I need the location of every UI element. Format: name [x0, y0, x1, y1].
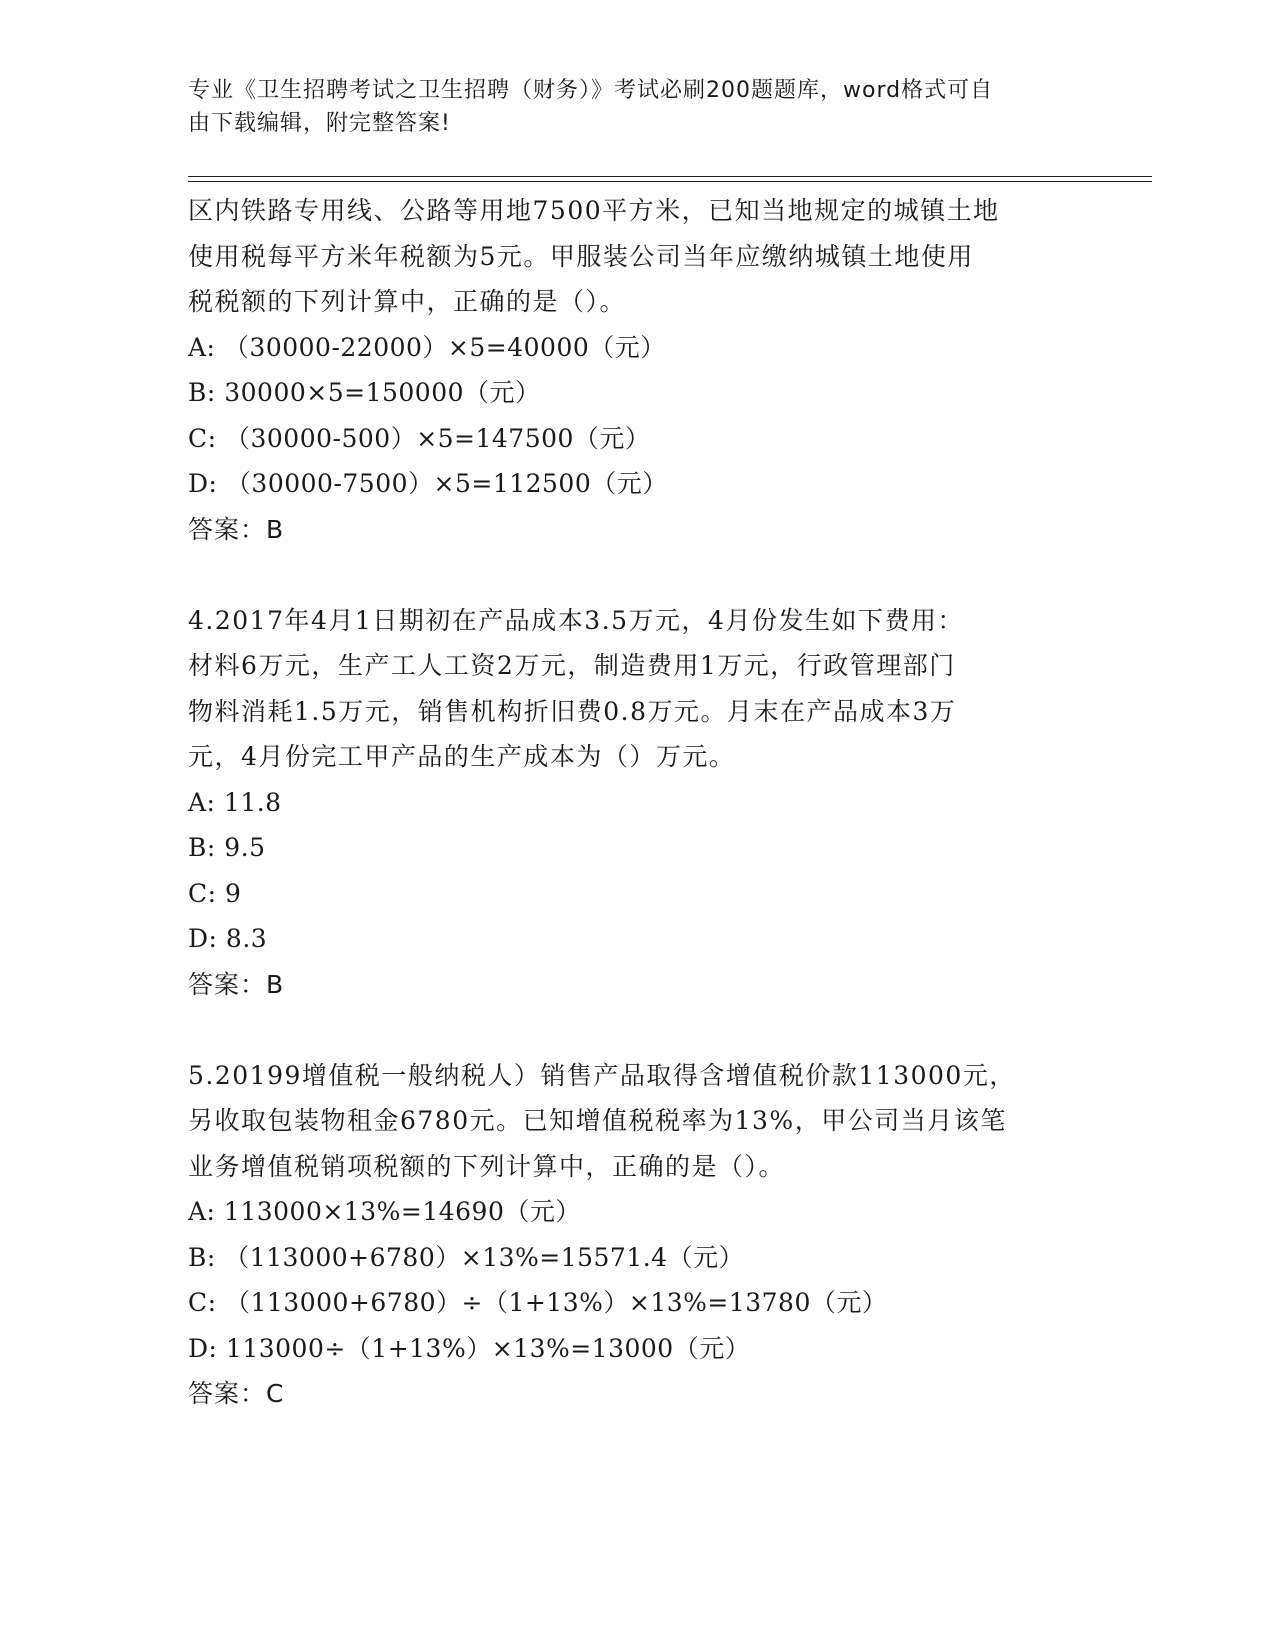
question-5-option-d: D: 113000÷（1+13%）×13%=13000（元） [188, 1333, 751, 1363]
document-body [188, 188, 1088, 1417]
question-3-option-d: D: （30000-7500）×5=112500（元） [188, 469, 668, 498]
question-4-option-c: C: 9 [188, 878, 242, 908]
header-line-2: 由下载编辑，附完整答案! [188, 111, 451, 136]
spacer [188, 1007, 1088, 1053]
question-3 [188, 188, 1088, 552]
header-rule-top [188, 176, 1152, 177]
question-5-option-a: A: 113000×13%=14690（元） [188, 1197, 581, 1226]
question-4-line-3: 物料消耗1.5万元，销售机构折旧费0.8万元。月末在产品成本3万 [188, 696, 957, 726]
question-3-option-b: B: 30000×5=150000（元） [188, 378, 541, 407]
question-5-line-3: 业务增值税销项税额的下列计算中，正确的是（）。 [188, 1151, 786, 1181]
question-4-line-1: 4.2017年4月1日期初在产品成本3.5万元，4月份发生如下费用： [188, 605, 964, 635]
question-3-line-3: 税税额的下列计算中，正确的是（）。 [188, 287, 627, 316]
question-4-answer: 答案：B [188, 969, 285, 999]
header-line-1: 专业《卫生招聘考试之卫生招聘（财务）》考试必刷200题题库，word格式可自 [188, 78, 994, 103]
question-3-option-a: A: （30000-22000）×5=40000（元） [188, 332, 666, 362]
question-5-line-2: 另收取包装物租金6780元。已知增值税税率为13%，甲公司当月该笔 [188, 1106, 1007, 1135]
question-5-text [188, 1053, 1088, 1190]
question-3-line-1: 区内铁路专用线、公路等用地7500平方米，已知当地规定的城镇土地 [188, 196, 1000, 225]
question-4-text [188, 598, 1088, 780]
question-3-option-c: C: （30000-500）×5=147500（元） [188, 423, 651, 453]
question-3-answer: 答案：B [188, 514, 285, 544]
question-5 [188, 1053, 1088, 1417]
question-4-option-d: D: 8.3 [188, 924, 268, 953]
question-5-answer: 答案：C [188, 1379, 285, 1408]
spacer [188, 552, 1088, 598]
question-4-option-b: B: 9.5 [188, 833, 266, 862]
question-4 [188, 598, 1088, 1008]
question-4-line-4: 元，4月份完工甲产品的生产成本为（）万元。 [188, 742, 736, 771]
question-4-line-2: 材料6万元，生产工人工资2万元，制造费用1万元，行政管理部门 [188, 651, 956, 680]
header-rule-bottom [188, 181, 1152, 182]
document-header [188, 74, 1068, 140]
question-3-text [188, 188, 1088, 325]
question-4-option-a: A: 11.8 [188, 787, 282, 817]
question-5-line-1: 5.20199增值税一般纳税人）销售产品取得含增值税价款113000元， [188, 1060, 1016, 1090]
question-5-option-b: B: （113000+6780）×13%=15571.4（元） [188, 1242, 745, 1272]
question-3-line-2: 使用税每平方米年税额为5元。甲服装公司当年应缴纳城镇土地使用 [188, 241, 974, 271]
question-5-option-c: C: （113000+6780）÷（1+13%）×13%=13780（元） [188, 1288, 888, 1317]
